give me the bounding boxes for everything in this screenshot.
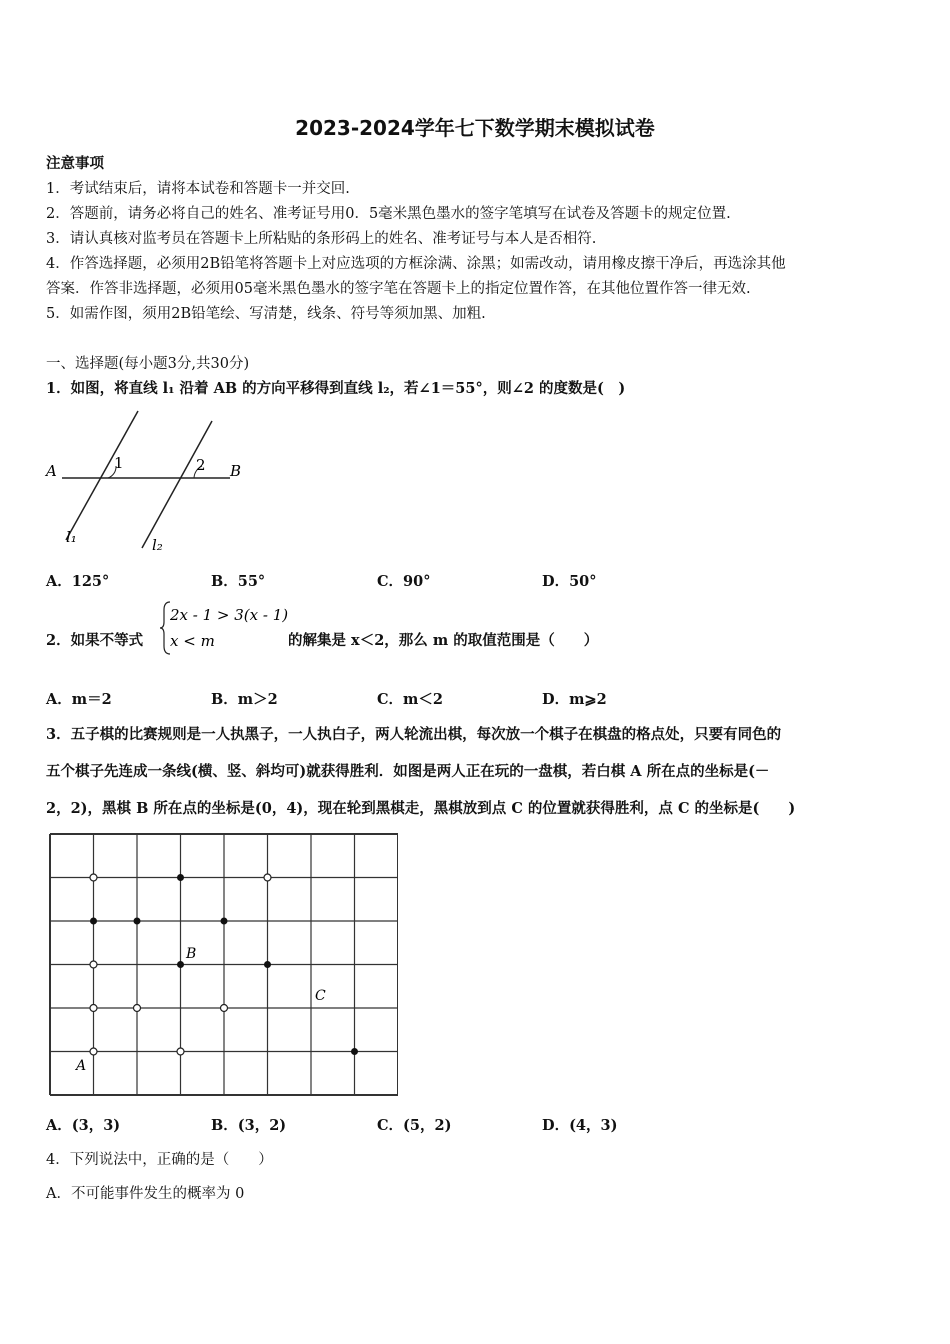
point-b-label: B	[186, 946, 197, 962]
point-c-label: C	[315, 988, 326, 1004]
gomoku-board	[48, 832, 398, 1098]
page-title: 2023-2024学年七下数学期末模拟试卷	[295, 116, 655, 140]
white-stone	[177, 1048, 184, 1055]
white-stone	[264, 874, 271, 881]
board-grid	[50, 834, 398, 1095]
point-b-label: B	[230, 462, 242, 480]
question-3-line: 3．五子棋的比赛规则是一人执黑子，一人执白子，两人轮流出棋，每次放一个棋子在棋盘的格点处，只要有同色的	[46, 726, 782, 743]
white-stone	[134, 1005, 141, 1012]
parallel-lines-figure	[44, 408, 254, 556]
white-stone	[90, 1005, 97, 1012]
black-stone	[221, 918, 228, 925]
black-stone	[177, 961, 184, 968]
notice-heading: 注意事项	[46, 155, 104, 172]
point-a-label: A	[76, 1058, 87, 1074]
question-3-line: 2，2)，黑棋 B 所在点的坐标是(0，4)，现在轮到黑棋走，黑棋放到点 C 的位置就获得胜利，点 C 的坐标是( )	[46, 800, 796, 817]
option-a[interactable]: A．m＝2	[46, 691, 112, 708]
option-b[interactable]: B．m＞2	[211, 691, 278, 708]
black-stone	[351, 1048, 358, 1055]
white-stone	[90, 874, 97, 881]
question-3-line: 五个棋子先连成一条线(横、竖、斜均可)就获得胜利．如图是两人正在玩的一盘棋，若白棋 A 所在点的坐标是(－	[46, 763, 770, 780]
brace-icon	[160, 602, 170, 654]
question-1-stem: 1．如图，将直线 l₁ 沿着 AB 的方向平移得到直线 l₂，若∠1＝55°，则∠2 的度数是( )	[46, 380, 626, 397]
option-d[interactable]: D．m⩾2	[542, 691, 607, 708]
white-stone	[90, 961, 97, 968]
option-c[interactable]: C．(5，2)	[377, 1117, 452, 1134]
option-d[interactable]: D．50°	[542, 573, 597, 590]
black-stone	[90, 918, 97, 925]
question-2-prefix: 2．如果不等式	[46, 632, 144, 649]
white-stone	[90, 1048, 97, 1055]
black-stone	[177, 874, 184, 881]
notice-item: 4．作答选择题，必须用2B铅笔将答题卡上对应选项的方框涂满、涂黑；如需改动，请用橡皮擦干净后，再选涂其他	[46, 256, 786, 272]
line-l1	[66, 411, 138, 540]
black-stone	[134, 918, 141, 925]
question-2-suffix: 的解集是 x＜2，那么 m 的取值范围是（ ）	[288, 632, 599, 649]
option-d[interactable]: D．(4，3)	[542, 1117, 618, 1134]
point-a-label: A	[46, 462, 57, 480]
notice-item: 答案．作答非选择题，必须用05毫米黑色墨水的签字笔在答题卡上的指定位置作答，在其他位置作答一律无效.	[46, 281, 751, 297]
notice-item: 3．请认真核对监考员在答题卡上所粘贴的条形码上的姓名、准考证号与本人是否相符.	[46, 231, 597, 247]
notice-item: 5．如需作图，须用2B铅笔绘、写清楚，线条、符号等须加黑、加粗.	[46, 306, 486, 322]
option-c[interactable]: C．90°	[377, 573, 431, 590]
angle-2-label: 2	[196, 456, 206, 474]
option-b[interactable]: B．(3，2)	[211, 1117, 287, 1134]
white-stone	[221, 1005, 228, 1012]
inequality-system	[158, 600, 288, 656]
black-stone	[264, 961, 271, 968]
option-c[interactable]: C．m＜2	[377, 691, 443, 708]
notice-item: 2．答题前，请务必将自己的姓名、准考证号用0．5毫米黑色墨水的签字笔填写在试卷及答题卡的规定位置.	[46, 206, 731, 222]
line-l2-label: l₂	[152, 536, 163, 554]
system-line-2: x < m	[170, 632, 215, 650]
line-l2	[142, 421, 212, 548]
system-line-1: 2x - 1 > 3(x - 1)	[170, 606, 288, 624]
line-l1-label: l₁	[66, 528, 77, 546]
option-b[interactable]: B．55°	[211, 573, 266, 590]
angle-1-label: 1	[114, 454, 124, 472]
question-4-stem: 4．下列说法中，正确的是（ ）	[46, 1152, 273, 1168]
option-a[interactable]: A．(3，3)	[46, 1117, 121, 1134]
section-heading: 一、选择题(每小题3分,共30分)	[46, 356, 250, 372]
notice-item: 1．考试结束后，请将本试卷和答题卡一并交回.	[46, 181, 350, 197]
option-a[interactable]: A．125°	[46, 573, 110, 590]
question-4-option-a[interactable]: A．不可能事件发生的概率为 0	[46, 1186, 245, 1202]
